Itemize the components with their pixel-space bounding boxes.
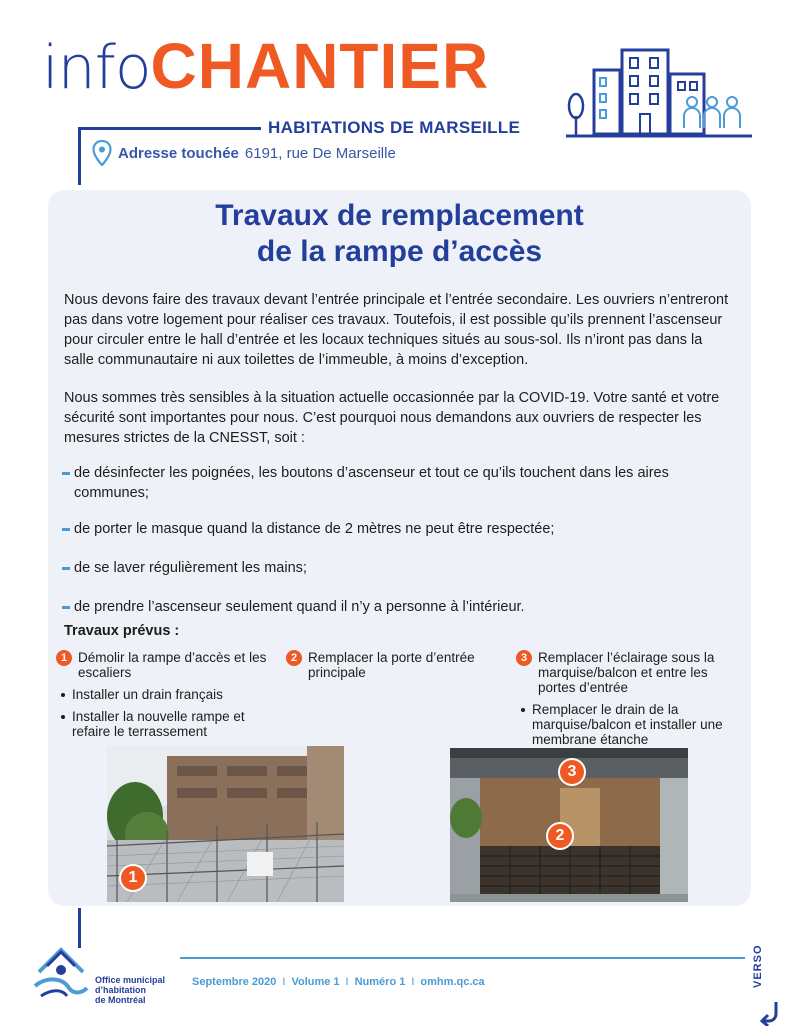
work-subitem: Installer un drain français [56,687,286,702]
dash-bullet-icon [62,606,70,609]
address-line [92,140,396,166]
list-item: de désinfecter les poignées, les boutons d’ascenseur et tout ce qu’ils touchent dans les aires communes; [62,463,734,503]
work-item-1 [56,650,286,739]
covid-paragraph: Nous sommes très sensibles à la situation actuelle occasionnée par la COVID-19. Votre santé et votre sécurité sont importantes pour nous. C’est pourquoi nous demandons aux ouvriers de respecter les mesures strictes de la CNESST, soit : [64,390,720,446]
work-item-3 [516,650,746,747]
issue-date: Septembre 2020 [192,976,277,988]
address-value: 6191, rue De Marseille [244,144,396,162]
photo-marker-2: 2 [546,822,574,850]
photo-ramp [107,746,344,902]
verso-label: VERSO [752,944,764,988]
work-item-2 [286,650,496,680]
bullet-dot-icon [61,693,65,697]
logo-chantier-text: CHANTIER [150,30,490,102]
bullet-dot-icon [521,708,525,712]
location-pin-icon [92,140,112,166]
infochantier-logo [42,30,490,103]
photo-entrance [450,748,688,902]
work-subitem: Remplacer le drain de la marquise/balcon et installer une membrane étanche [516,702,746,747]
dash-bullet-icon [62,528,70,531]
photo-marker-1: 1 [119,864,147,892]
list-item: de porter le masque quand la distance de 2 mètres ne peut être respectée; [62,519,734,539]
dash-bullet-icon [62,567,70,570]
list-item: de prendre l’ascenseur seulement quand il n’y a personne à l’intérieur. [62,597,734,617]
omhm-logo-icon [33,942,89,1002]
address-label: Adresse touchée [118,144,239,162]
photo-marker-3: 3 [558,758,586,786]
list-item: de se laver régulièrement les mains; [62,558,734,578]
title-line-1: Travaux de remplacement [215,199,584,232]
logo-info-text: info [42,33,151,103]
work-number-badge: 3 [516,650,532,666]
page-title [0,198,799,270]
footer-rule [180,957,745,959]
separator: I [345,976,349,988]
intro-paragraph: Nous devons faire des travaux devant l’entrée principale et l’entrée secondaire. Les ouvriers n’entreront pas dans votre logement pour réaliser ces travaux. Toutefois, il est possible qu’ils prennent l’ascenseur pour circuler entre le hall d’entrée et les locaux techniques situés au sous-sol. Ils n’iront pas dans la salle communautaire ni aux toilettes de l’immeuble, à moins d’exception. [64,292,729,368]
work-number-badge: 2 [286,650,302,666]
project-subtitle: HABITATIONS DE MARSEILLE [268,118,521,137]
bullet-dot-icon [61,715,65,719]
website-link[interactable]: omhm.qc.ca [420,976,485,988]
issue-volume: Volume 1 [291,976,340,988]
measures-list [62,463,734,617]
work-text: Remplacer la porte d’entrée principale [308,650,475,680]
work-text: Démolir la rampe d’accès et les escaliers [78,650,267,680]
header-rule [78,127,261,130]
works-title: Travaux prévus : [64,623,180,639]
turn-page-arrow-icon [760,1000,782,1026]
separator: I [411,976,415,988]
header-vertical-rule [78,127,81,185]
work-subitem: Installer la nouvelle rampe et refaire le terrassement [56,709,286,739]
issue-info [192,976,485,988]
omhm-name: Office municipal d’habitation de Montréal [95,975,166,1005]
dash-bullet-icon [62,472,70,475]
work-number-badge: 1 [56,650,72,666]
issue-number: Numéro 1 [354,976,406,988]
buildings-illustration-icon [566,44,756,140]
work-text: Remplacer l’éclairage sous la marquise/balcon et entre les portes d’entrée [538,650,715,695]
title-line-2: de la rampe d’accès [256,235,543,268]
separator: I [282,976,286,988]
